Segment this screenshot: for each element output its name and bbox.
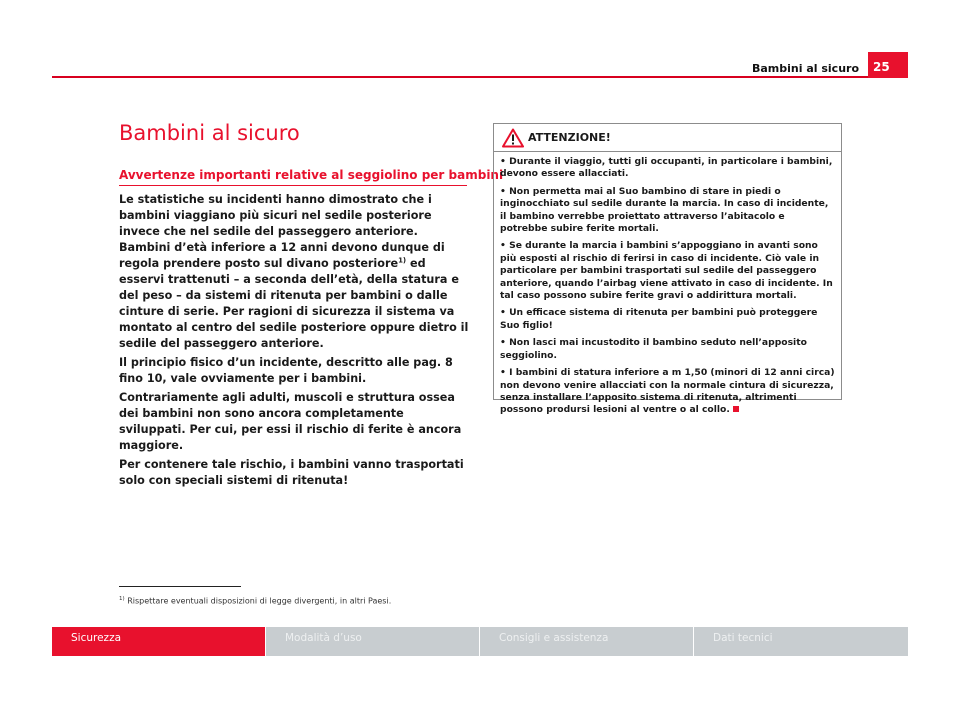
paragraph-1 — [119, 192, 469, 352]
running-title: Bambini al sicuro — [752, 62, 860, 75]
bottom-navigation — [52, 627, 908, 656]
warning-item: • Durante il viaggio, tutti gli occupanti, in particolare i bambini, devono essere allacciati. — [500, 156, 833, 180]
footnote — [119, 596, 391, 606]
paragraph-4: Per contenere tale rischio, i bambini vanno trasportati solo con speciali sistemi di ritenuta! — [119, 458, 464, 487]
header-rule — [52, 76, 908, 78]
footnote-reference[interactable]: 1) — [398, 256, 407, 265]
tab-consigli-e-assistenza[interactable]: Consigli e assistenza — [480, 627, 693, 656]
paragraph-2: Il principio fisico d’un incidente, descritto alle pag. 8 fino 10, vale ovviamente per i bambini. — [119, 356, 453, 385]
warning-title: ATTENZIONE! — [528, 131, 611, 144]
subtitle-rule — [119, 185, 467, 186]
warning-item: • Non lasci mai incustodito il bambino seduto nell’apposito seggiolino. — [500, 337, 807, 361]
end-of-section-marker — [733, 406, 739, 412]
warning-triangle-icon — [502, 128, 524, 148]
footnote-text: Rispettare eventuali disposizioni di legge divergenti, in altri Paesi. — [124, 596, 392, 606]
footnote-number: 1) — [119, 596, 125, 602]
warning-item-last — [500, 367, 835, 417]
section-subtitle: Avvertenze importanti relative al seggiolino per bambini — [119, 168, 504, 182]
paragraph-3: Contrariamente agli adulti, muscoli e struttura ossea dei bambini non sono ancora completamente sviluppati. Per cui, per essi il rischio di ferite è ancora maggiore. — [119, 391, 462, 452]
tab-dati-tecnici[interactable]: Dati tecnici — [694, 627, 908, 656]
page-number-box — [868, 52, 908, 78]
warning-item: • Se durante la marcia i bambini s’appoggiano in avanti sono più esposti al rischio di ferirsi in caso di incidente. Ciò vale in particolare per bambini trasportati sul sedile del passeggero anteriore, quando l’airbag viene attivato in caso di incidente. In tal caso possono subire ferite gravi o addirittura mortali. — [500, 240, 833, 302]
warning-list — [494, 152, 841, 417]
tab-sicurezza[interactable]: Sicurezza — [52, 627, 265, 656]
paragraph-1-end: ed esservi trattenuti – a seconda dell’età, della statura e del peso – da sistemi di ritenuta per bambini o dalle cinture di serie. Per ragioni di sicurezza il sistema va montato al centro del sedile posteriore oppure dietro il sedile del passeggero anteriore. — [119, 257, 469, 350]
warning-item-text: • I bambini di statura inferiore a m 1,50 (minori di 12 anni circa) non devono venire allacciati con la normale cintura di sicurezza, senza installare l’apposito sistema di ritenuta, altrimenti possono prodursi lesioni al ventre o al collo. — [500, 367, 835, 416]
page-number: 25 — [873, 60, 890, 74]
paragraph-1-start: Le statistiche su incidenti hanno dimostrato che i bambini viaggiano più sicuri nel sedile posteriore invece che nel sedile del passeggero anteriore. Bambini d’età inferiore a 12 anni devono dunque di regola prendere posto sul divano posteriore — [119, 193, 445, 270]
warning-box — [493, 123, 842, 416]
warning-item: • Non permetta mai al Suo bambino di stare in piedi o inginocchiato sul sedile durante la marcia. In caso di incidente, il bambino verrebbe proiettato attraverso l’abitacolo e potrebbe subire ferite mortali. — [500, 185, 829, 235]
body-text — [119, 192, 469, 492]
footnote-rule — [119, 586, 241, 587]
warning-header — [494, 124, 841, 152]
warning-item: • Un efficace sistema di ritenuta per bambini può proteggere Suo figlio! — [500, 307, 818, 331]
page-title: Bambini al sicuro — [119, 121, 300, 145]
tab-modalita-d-uso[interactable]: Modalità d’uso — [266, 627, 479, 656]
